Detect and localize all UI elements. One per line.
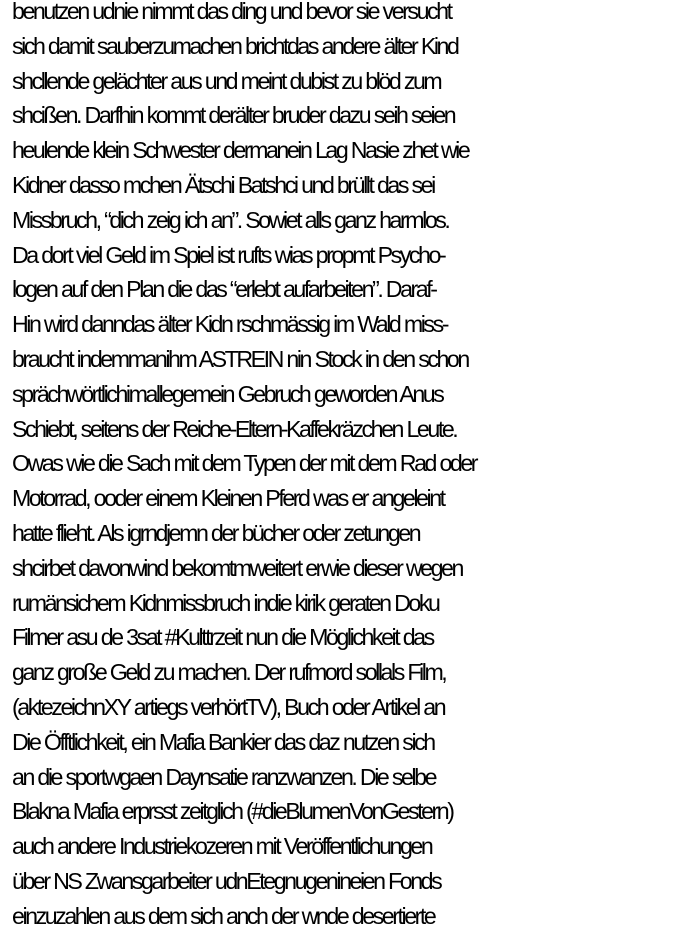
text-line: rumänsichem Kidnmissbruch indie kirik geraten Doku (12, 589, 439, 616)
text-line: braucht indemmanihm ASTREIN nin Stock in den schon (12, 345, 468, 372)
text-line: über NS Zwansgarbeiter udnEtegnugenineien Fonds (12, 867, 441, 894)
text-line: heulende klein Schwester dermanein Lag Nasie zhet wie (12, 137, 469, 164)
text-line: Da dort viel Geld im Spiel ist rufts wias propmt Psycho- (12, 241, 445, 268)
text-line: shcllende gelächter aus und meint dubist zu blöd zum (12, 67, 441, 94)
text-line: Owas wie die Sach mit dem Typen der mit dem Rad oder (12, 450, 477, 477)
text-line: benutzen udnie nimmt das ding und bevor sie versucht (12, 0, 451, 24)
text-line: Missbruch, “dich zeig ich an”. Sowiet alls ganz harmlos. (12, 206, 449, 233)
text-line: Hin wird danndas älter Kidn rschmässig im Wald miss- (12, 311, 447, 338)
text-line: (aktezeichnXY artiegs verhörtTV), Buch oder Artikel an (12, 693, 445, 720)
text-line: sich damit sauberzumachen brichtdas andere älter Kind (12, 32, 458, 59)
text-line: Motorrad, ooder einem Kleinen Pferd was er angeleint (12, 485, 444, 512)
text-line: hatte flieht. Als igrndjemn der bücher oder zetungen (12, 519, 420, 546)
text-line: shcißen. Darfhin kommt derälter bruder dazu seih seien (12, 102, 455, 129)
text-line: sprächwörtlichimallegemein Gebruch geworden Anus (12, 380, 443, 407)
text-line: an die sportwgaen Daynsatie ranzwanzen. Die selbe (12, 763, 436, 790)
text-line: logen auf den Plan die das “erlebt aufarbeiten”. Daraf- (12, 276, 436, 303)
text-line: Blakna Mafia erprsst zeitglich (#dieBlumenVonGestern) (12, 798, 453, 825)
text-line: Kidner dasso mchen Ätschi Batshci und brüllt das sei (12, 171, 434, 198)
text-line: shcirbet davonwind bekomtmweitert erwie dieser wegen (12, 554, 462, 581)
text-line: Filmer asu de 3sat #Kulttrzeit nun die Möglichkeit das (12, 624, 433, 651)
text-line: auch andere Industriekozeren mit Veröffentlichungen (12, 833, 432, 860)
text-line: ganz große Geld zu machen. Der rufmord sollals Film, (12, 659, 446, 686)
text-line: einzuzahlen aus dem sich anch der wnde desertierte (12, 902, 435, 929)
body-text (12, 0, 684, 934)
text-line: Die Öfftlichkeit, ein Mafia Bankier das daz nutzen sich (12, 728, 434, 755)
text-line: Schiebt, seitens der Reiche-Eltern-Kaffekräzchen Leute. (12, 415, 457, 442)
